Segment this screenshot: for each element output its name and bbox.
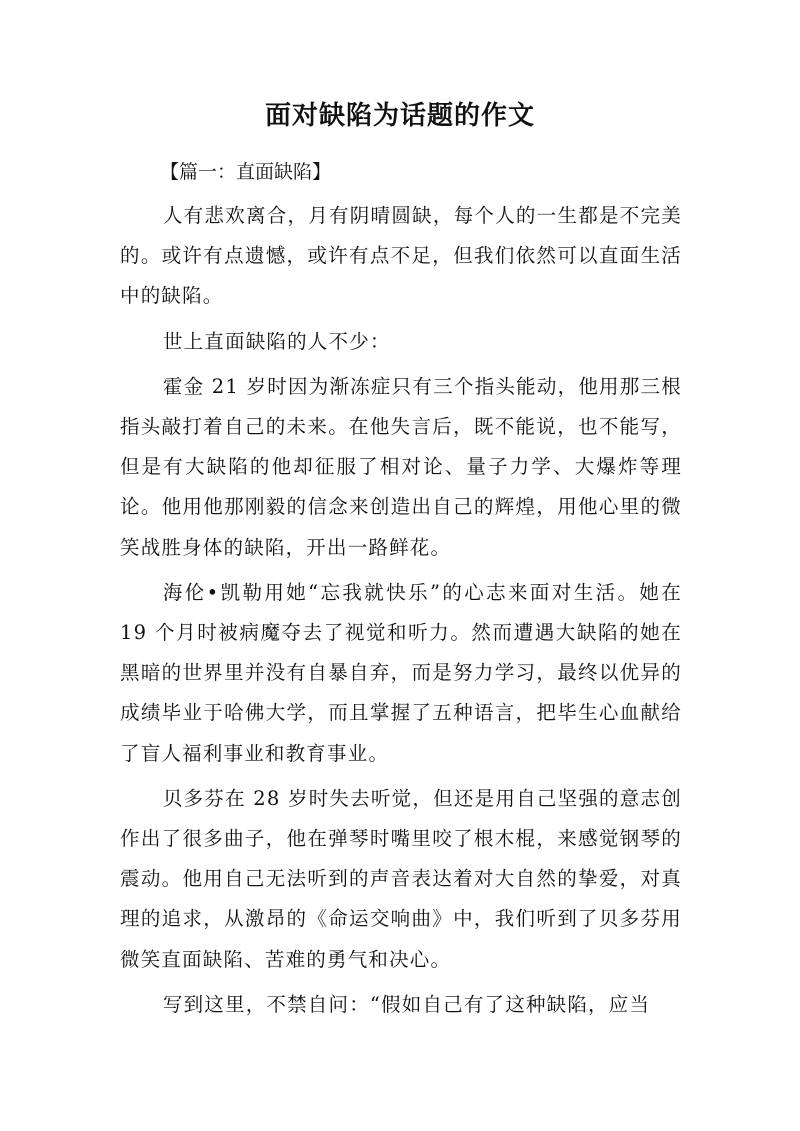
paragraph-lead-in: 世上直面缺陷的人不少： xyxy=(162,329,391,353)
section-heading: 【篇一：直面缺陷】 xyxy=(160,161,332,183)
document-title: 面对缺陷为话题的作文 xyxy=(264,101,535,131)
paragraph-hawking: 霍金 21 岁时因为渐冻症只有三个指头能动，他用那三根指头敲打着自己的未来。在他失言后，既不能说，也不能写，但是有大缺陷的他却征服了相对论、量子力学、大爆炸等理论。他用他那刚毅的信念来创造出自己的辉煌，用他心里的微笑战胜身体的缺陷，开出一路鲜花。 xyxy=(120,374,682,559)
paragraph-intro: 人有悲欢离合，月有阴晴圆缺，每个人的一生都是不完美的。或许有点遗憾，或许有点不足，但我们依然可以直面生活中的缺陷。 xyxy=(120,204,682,308)
paragraph-reflection: 写到这里，不禁自问：“假如自己有了这种缺陷，应当 xyxy=(162,992,651,1016)
paragraph-beethoven: 贝多芬在 28 岁时失去听觉，但还是用自己坚强的意志创作出了很多曲子，他在弹琴时嘴里咬了根木棍，来感觉钢琴的震动。他用自己无法听到的声音表达着对大自然的挚爱，对真理的追求，从激昂的《命运交响曲》中，我们听到了贝多芬用微笑直面缺陷、苦难的勇气和决心。 xyxy=(120,786,682,971)
paragraph-helen-keller: 海伦•凯勒用她“忘我就快乐”的心志来面对生活。她在 19 个月时被病魔夺去了视觉和听力。然而遭遇大缺陷的她在黑暗的世界里并没有自暴自弃，而是努力学习，最终以优异的成绩毕业于哈佛大学，而且掌握了五种语言，把毕生心血献给了盲人福利事业和教育事业。 xyxy=(120,580,682,765)
document-body xyxy=(120,196,682,1030)
